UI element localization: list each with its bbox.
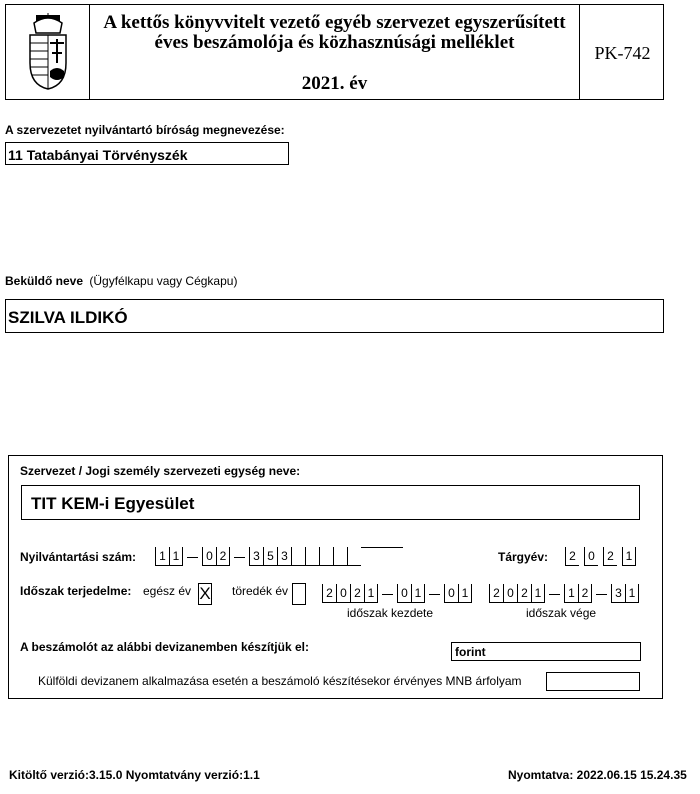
digit-cell: 1 [625, 584, 639, 603]
sender-label: Beküldő neve [5, 274, 84, 288]
digit-cell: 2 [578, 584, 592, 603]
digit-cell: 1 [458, 584, 472, 603]
full-year-checkbox[interactable]: X [199, 584, 211, 603]
digit-cell: 2 [322, 584, 336, 603]
cell-top-line [361, 547, 403, 548]
digit-cell: 3 [277, 547, 291, 566]
digit-cell: 2 [603, 547, 617, 566]
digit-cell: 0 [336, 584, 350, 603]
partial-year-label: töredék év [232, 584, 289, 598]
digit-cell: 0 [397, 584, 411, 603]
digit-cell: 1 [531, 584, 545, 603]
digit-cell: 2 [216, 547, 230, 566]
digit-cell: 0 [444, 584, 458, 603]
registration-number-field[interactable] [155, 547, 405, 569]
digit-cell: 1 [564, 584, 578, 603]
exchange-rate-label: Külföldi devizanem alkalmazása esetén a beszámoló készítésekor érvényes MNB árfolyam [38, 674, 522, 688]
form-code: PK-742 [594, 43, 651, 63]
org-label: Szervezet / Jogi személy szervezeti egység neve: [20, 464, 301, 478]
digit-cell: 1 [364, 584, 378, 603]
form-title [90, 13, 579, 53]
court-label: A szervezetet nyilvántartó bíróság megnevezése: [5, 123, 285, 137]
digit-cell: 0 [503, 584, 517, 603]
full-year-label: egész év [143, 584, 192, 598]
coat-of-arms-icon [24, 13, 72, 91]
digit-cell: 0 [584, 547, 598, 566]
form-header [5, 4, 664, 100]
digit-cell: 2 [489, 584, 503, 603]
digit-cell [333, 547, 347, 566]
print-timestamp: Nyomtatva: 2022.06.15 15.24.35 [508, 768, 687, 782]
version-info: Kitöltő verzió:3.15.0 Nyomtatvány verzió:1.1 [9, 768, 260, 782]
digit-cell: 2 [350, 584, 364, 603]
separator-dash [549, 594, 560, 595]
digit-cell: 5 [263, 547, 277, 566]
exchange-rate-field[interactable] [546, 672, 640, 691]
digit-cell [319, 547, 333, 566]
sender-label-row [5, 274, 237, 288]
court-field[interactable]: 11 Tatabányai Törvényszék [5, 142, 289, 165]
digit-cell: 1 [155, 547, 169, 566]
separator-dash [382, 594, 393, 595]
subject-year-field[interactable] [565, 547, 641, 569]
digit-cell: 1 [622, 547, 636, 566]
registration-label: Nyilvántartási szám: [20, 550, 137, 564]
digit-cell: 2 [517, 584, 531, 603]
period-end-caption: időszak vége [526, 606, 597, 620]
digit-cell [347, 547, 361, 566]
digit-cell [291, 547, 305, 566]
currency-field[interactable]: forint [451, 642, 641, 661]
partial-year-checkbox[interactable] [292, 583, 306, 605]
digit-cell: 3 [249, 547, 263, 566]
digit-cell: 1 [411, 584, 425, 603]
form-year: 2021. év [301, 73, 368, 94]
period-end-field[interactable] [489, 584, 641, 606]
sender-field[interactable]: SZILVA ILDIKÓ [5, 299, 664, 333]
title-line-1: A kettős könyvvitelt vezető egyéb szervezet egyszerűsített [103, 12, 566, 33]
currency-label: A beszámolót az alábbi devizanemben készítjük el: [20, 640, 309, 654]
separator-dash [596, 594, 607, 595]
period-start-caption: időszak kezdete [347, 606, 434, 620]
digit-cell: 2 [565, 547, 579, 566]
digit-cell: 3 [611, 584, 625, 603]
separator-dash [429, 594, 440, 595]
sender-hint: (Ügyfélkapu vagy Cégkapu) [89, 274, 238, 288]
digit-cell: 1 [169, 547, 183, 566]
separator-dash [187, 557, 198, 558]
period-start-field[interactable] [322, 584, 472, 606]
digit-cell: 0 [202, 547, 216, 566]
subject-year-label: Tárgyév: [498, 550, 549, 564]
separator-dash [234, 557, 245, 558]
digit-cell [305, 547, 319, 566]
org-name-field[interactable]: TIT KEM-i Egyesület [21, 485, 640, 520]
period-label: Időszak terjedelme: [20, 584, 132, 598]
title-line-2: éves beszámolója és közhasznúsági melléklet [154, 32, 515, 53]
